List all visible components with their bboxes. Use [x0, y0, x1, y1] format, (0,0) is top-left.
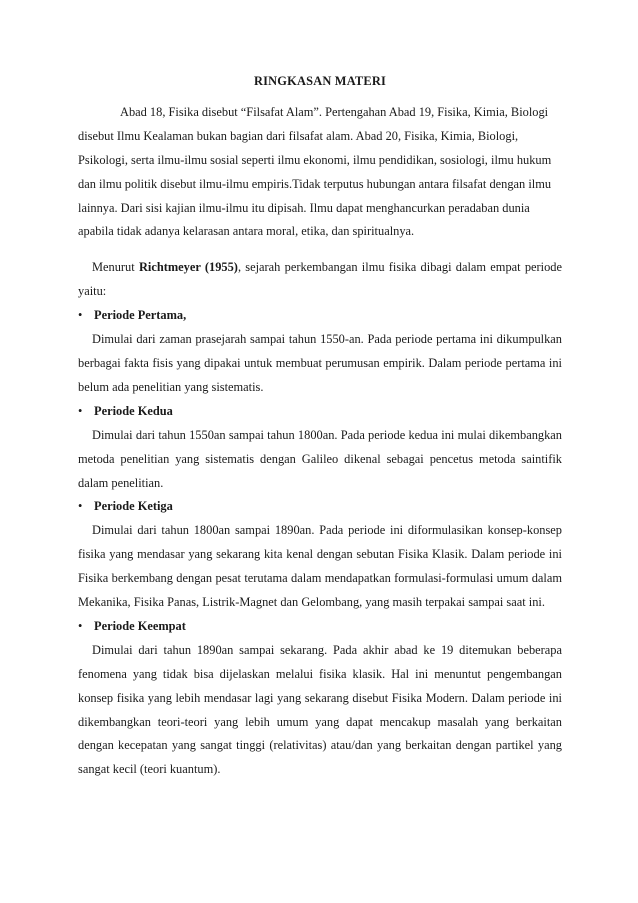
bullet-icon: •: [78, 499, 83, 514]
page-title: RINGKASAN MATERI: [253, 74, 387, 88]
period-3-heading: [78, 495, 562, 519]
period-3-text: Dimulai dari tahun 1800an sampai 1890an. Pada periode ini diformulasikan konsep-konsep fisika yang mendasar yang sekarang kita kenal dengan sebutan Fisika Klasik. Dalam periode ini Fisika berkembang dengan pesat terutama dalam mendapatkan formulasi-formulasi umum dalam Mekanika, Fisika Panas, Listrik-Magnet dan Gelombang, yang masih terpakai sampai saat ini.: [78, 523, 562, 610]
richtmeyer-name: Richtmeyer (1955): [138, 260, 238, 275]
richtmeyer-prefix: Menurut: [92, 260, 139, 275]
period-2-heading: [78, 400, 562, 424]
period-1-text: Dimulai dari zaman prasejarah sampai tahun 1550-an. Pada periode pertama ini dikumpulkan berbagai fakta fisis yang dipakai untuk membuat perumusan empirik. Dalam periode pertama ini belum ada penelitian yang sistematis.: [78, 332, 562, 394]
period-4-heading: [78, 615, 562, 639]
period-4-heading-text: Periode Keempat: [94, 618, 186, 633]
richtmeyer-paragraph: [78, 256, 562, 304]
period-1-heading-text: Periode Pertama,: [94, 308, 187, 323]
bullet-icon: •: [78, 308, 83, 323]
richtmeyer-suffix: , sejarah perkembangan ilmu fisika dibagi dalam empat periode yaitu:: [78, 260, 562, 299]
intro-paragraph: Abad 18, Fisika disebut “Filsafat Alam”. Pertengahan Abad 19, Fisika, Kimia, Biologi disebut Ilmu Kealaman bukan bagian dari filsafat alam. Abad 20, Fisika, Kimia, Biologi, Psikologi, serta ilmu-ilmu sosial seperti ilmu ekonomi, ilmu pendidikan, sosiologi, ilmu hukum dan ilmu politik disebut ilmu-ilmu empiris.Tidak terputus hubungan antara filsafat dengan ilmu lainnya. Dari sisi kajian ilmu-ilmu itu dipisah. Ilmu dapat menghancurkan peradaban dunia apabila tidak adanya kelarasan antara moral, etika, dan spiritualnya.: [78, 104, 552, 239]
bullet-icon: •: [78, 618, 83, 633]
period-2-heading-text: Periode Kedua: [94, 403, 173, 418]
period-1-heading: [78, 304, 562, 328]
period-3-heading-text: Periode Ketiga: [94, 499, 173, 514]
period-4-text: Dimulai dari tahun 1890an sampai sekarang. Pada akhir abad ke 19 ditemukan beberapa fenomena yang tidak bisa dijelaskan melalui fisika klasik. Hal ini menuntut pengembangan konsep fisika yang lebih mendasar lagi yang sekarang disebut Fisika Modern. Dalam periode ini dikembangkan teori-teori yang lebih umum yang dapat mencakup masalah yang berkaitan dengan kecepatan yang sangat tinggi (relativitas) atau/dan yang berkaitan dengan partikel yang sangat kecil (teori kuantum).: [78, 642, 562, 777]
bullet-icon: •: [78, 403, 83, 418]
period-2-text: Dimulai dari tahun 1550an sampai tahun 1800an. Pada periode kedua ini mulai dikembangkan metoda penelitian yang sistematis dengan Galileo dikenal sebagai pencetus metoda saintifik dalam penelitian.: [78, 427, 562, 490]
